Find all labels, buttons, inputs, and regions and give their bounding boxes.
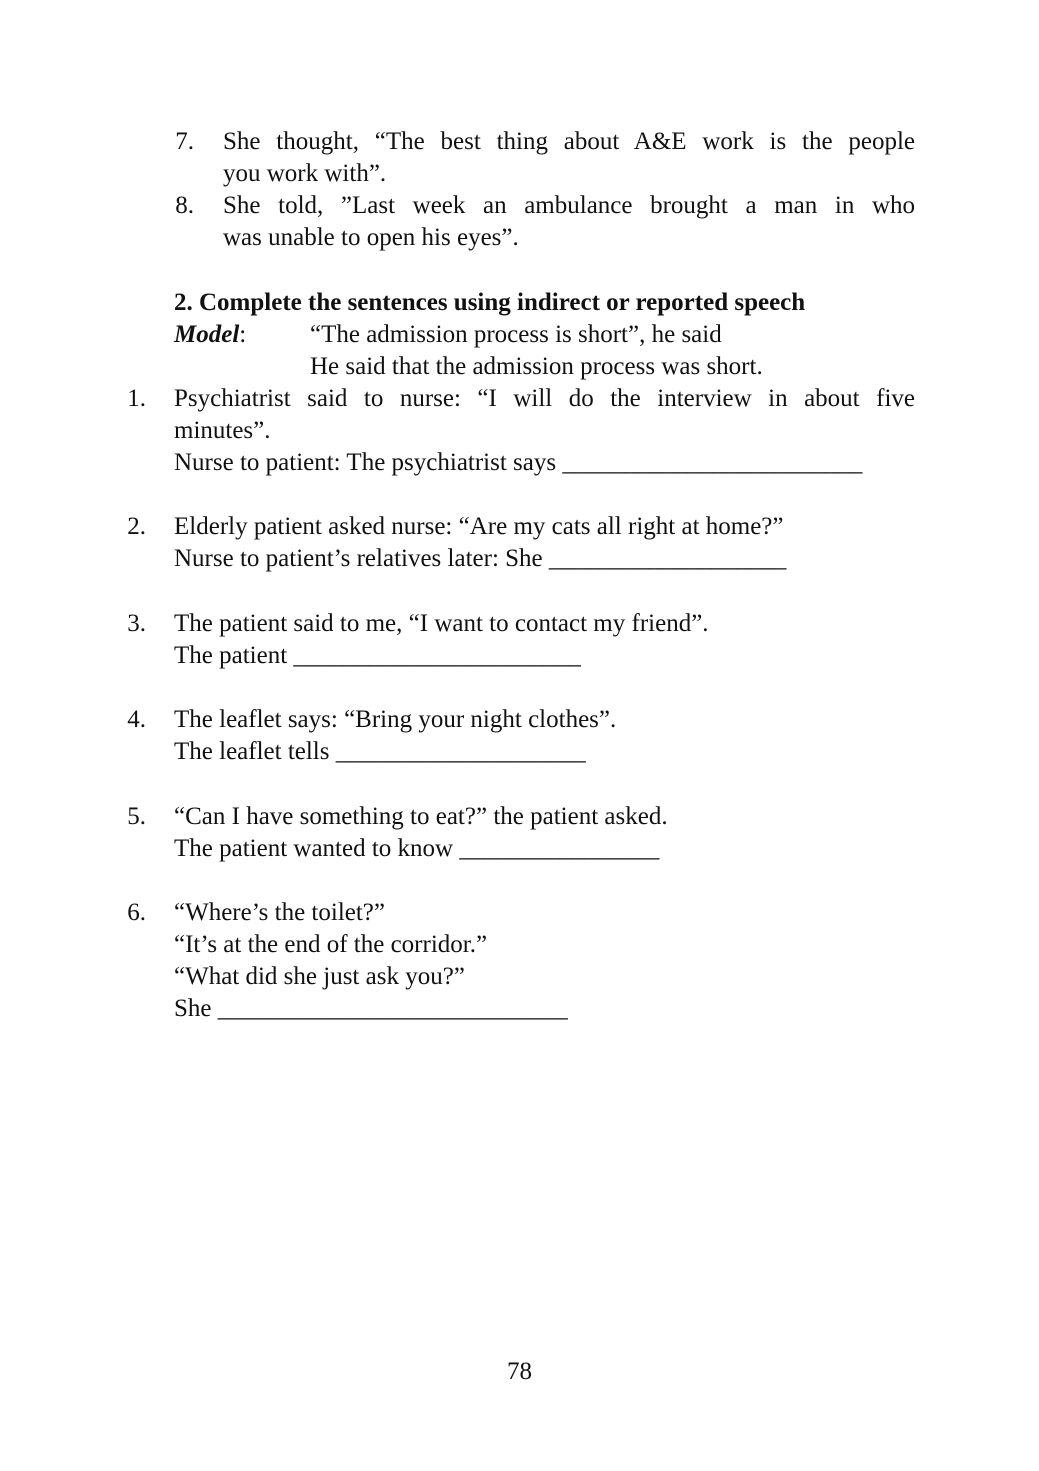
exercise-1-number: 1. bbox=[127, 385, 146, 412]
exercise-2-line1: Elderly patient asked nurse: “Are my cats all right at home?” bbox=[174, 513, 784, 540]
exercise-3-line1: The patient said to me, “I want to contact my friend”. bbox=[174, 610, 709, 637]
exercise-1-line1: Psychiatrist said to nurse: “I will do the interview in about five bbox=[174, 385, 915, 412]
item-8-number: 8. bbox=[175, 192, 194, 219]
exercise-1-line2: minutes”. bbox=[174, 417, 271, 444]
item-7-line2: you work with”. bbox=[223, 160, 387, 187]
exercise-3-number: 3. bbox=[127, 610, 146, 637]
exercise-6-line1: “Where’s the toilet?” bbox=[174, 899, 385, 926]
model-label-colon: : bbox=[239, 321, 247, 348]
model-example-line2: He said that the admission process was short. bbox=[310, 353, 763, 380]
page-number: 78 bbox=[507, 1358, 532, 1385]
exercise-4-number: 4. bbox=[127, 706, 146, 733]
model-example-line1: “The admission process is short”, he said bbox=[310, 321, 722, 348]
exercise-5-line1: “Can I have something to eat?” the patient asked. bbox=[174, 803, 668, 830]
model-label bbox=[174, 319, 246, 351]
exercise-2-answer-line: Nurse to patient’s relatives later: She ___________________ bbox=[174, 545, 787, 572]
exercise-2-number: 2. bbox=[127, 513, 146, 540]
exercise-6-line3: “What did she just ask you?” bbox=[174, 963, 465, 990]
exercise-6-answer-line: She ____________________________ bbox=[174, 995, 568, 1022]
item-8-line1: She told, ”Last week an ambulance brought a man in who bbox=[223, 192, 915, 219]
exercise-3-answer-line: The patient _______________________ bbox=[174, 642, 581, 669]
exercise-1-answer-line: Nurse to patient: The psychiatrist says ________________________ bbox=[174, 449, 863, 476]
model-label-text: Model bbox=[174, 321, 240, 348]
section2-heading: 2. Complete the sentences using indirect or reported speech bbox=[174, 289, 806, 316]
item-7-line1: She thought, “The best thing about A&E work is the people bbox=[223, 128, 915, 155]
exercise-4-line1: The leaflet says: “Bring your night clothes”. bbox=[174, 706, 617, 733]
exercise-6-line2: “It’s at the end of the corridor.” bbox=[174, 931, 488, 958]
item-7-number: 7. bbox=[175, 128, 194, 155]
item-8-line2: was unable to open his eyes”. bbox=[223, 224, 519, 251]
exercise-4-answer-line: The leaflet tells ____________________ bbox=[174, 738, 586, 765]
exercise-5-number: 5. bbox=[127, 803, 146, 830]
exercise-5-answer-line: The patient wanted to know ________________ bbox=[174, 835, 660, 862]
exercise-6-number: 6. bbox=[127, 899, 146, 926]
